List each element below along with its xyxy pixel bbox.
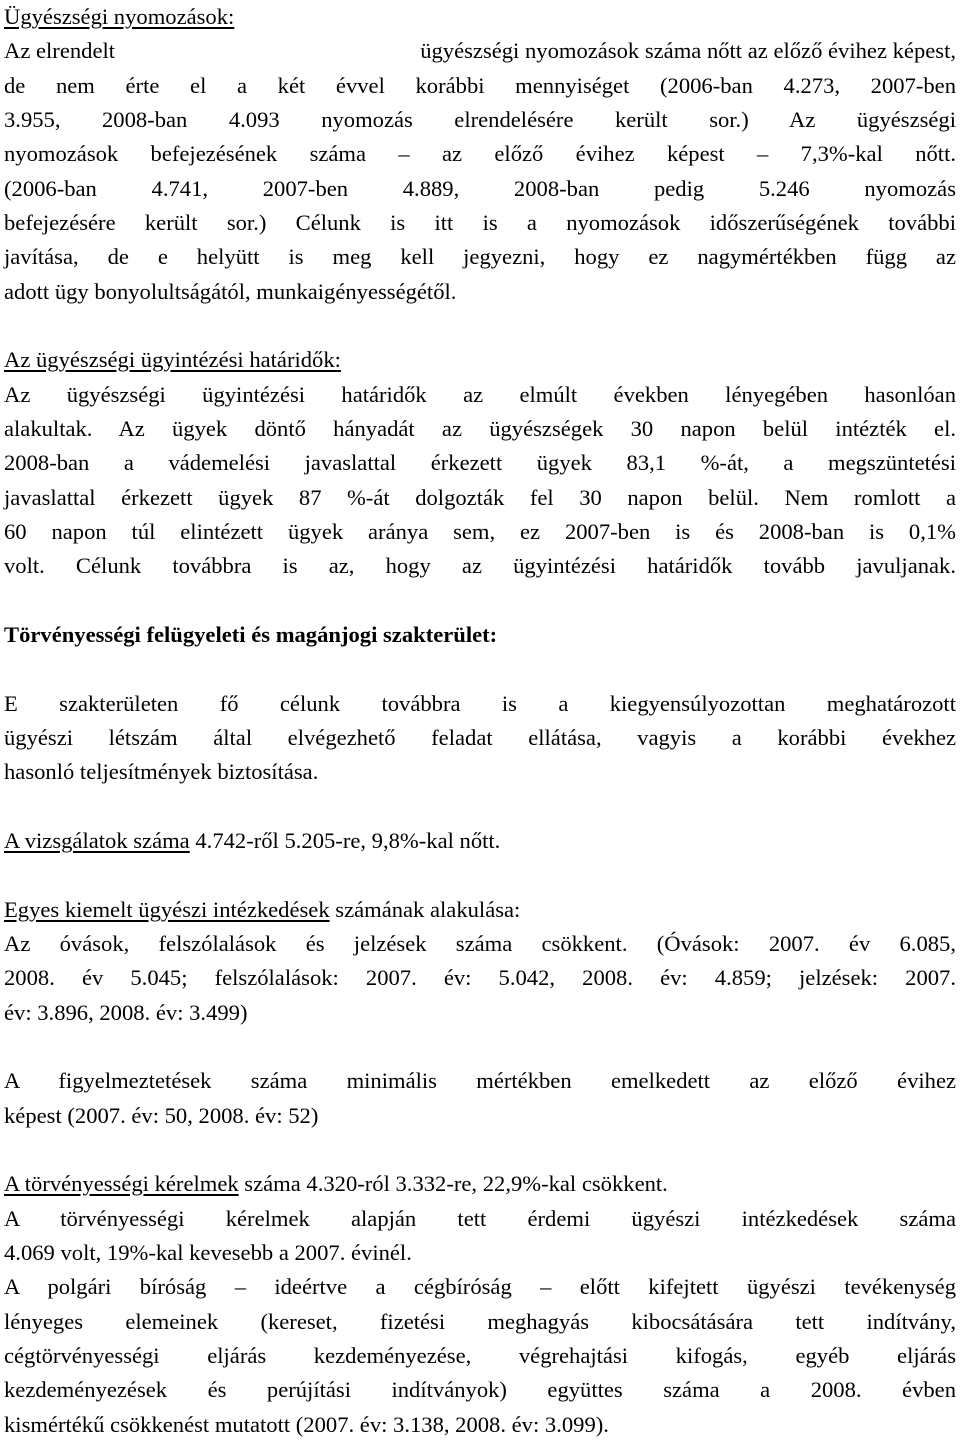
paragraph-line: cégtörvényességi eljárás kezdeményezése, végrehajtási kifogás, egyéb eljárás [4, 1343, 956, 1368]
paragraph-line [4, 1167, 956, 1201]
paragraph-line: Az óvások, felszólalások és jelzések száma csökkent. (Óvások: 2007. év 6.085, [4, 931, 956, 956]
paragraph-line [4, 824, 956, 858]
paragraph-line: 2008-ban a vádemelési javaslattal érkezett ügyek 83,1 %-át, a megszüntetési [4, 450, 956, 475]
paragraph-line: Az ügyészségi ügyintézési határidők az elmúlt években lényegében hasonlóan [4, 382, 956, 407]
paragraph-line: 60 napon túl elintézett ügyek aránya sem, ez 2007-ben is és 2008-ban is 0,1% [4, 519, 956, 544]
paragraph-line: kismértékű csökkenést mutatott (2007. év: 3.138, 2008. év: 3.099). [4, 1412, 609, 1437]
paragraph-line: kezdeményezések és perújítási indítványok) együttes száma a 2008. évben [4, 1377, 956, 1402]
paragraph-line: A figyelmeztetések száma minimális mértékben emelkedett az előző évihez [4, 1068, 956, 1093]
text-fragment: ügyészségi nyomozások száma nőtt az előző évihez képest, [420, 38, 956, 63]
paragraph-line: javítása, de e helyütt is meg kell jegyezni, hogy ez nagymértékben függ az [4, 244, 956, 269]
paragraph-line: 3.955, 2008-ban 4.093 nyomozás elrendelésére került sor.) Az ügyészségi [4, 107, 956, 132]
paragraph-line [4, 893, 956, 927]
paragraph-line: ügyészi létszám által elvégezhető feladat ellátása, vagyis a korábbi évekhez [4, 725, 956, 750]
paragraph-line: befejezésére került sor.) Célunk is itt is a nyomozások időszerűségének további [4, 210, 956, 235]
paragraph-line: adott ügy bonyolultságától, munkaigényességétől. [4, 279, 457, 304]
paragraph-line: év: 3.896, 2008. év: 3.499) [4, 1000, 248, 1025]
paragraph-line [4, 34, 956, 68]
underlined-term: A törvényességi kérelmek [4, 1171, 239, 1196]
heading-prosecutorial-investigations: Ügyészségi nyomozások: [4, 4, 235, 29]
underlined-term: Egyes kiemelt ügyészi intézkedések [4, 897, 330, 922]
paragraph-line: de nem érte el a két évvel korábbi mennyiséget (2006-ban 4.273, 2007-ben [4, 73, 956, 98]
paragraph-line: képest (2007. év: 50, 2008. év: 52) [4, 1103, 319, 1128]
paragraph-line: 2008. év 5.045; felszólalások: 2007. év: 5.042, 2008. év: 4.859; jelzések: 2007. [4, 965, 956, 990]
paragraph-line: A törvényességi kérelmek alapján tett érdemi ügyészi intézkedések száma [4, 1206, 956, 1231]
text-fragment: számának alakulása: [329, 897, 521, 922]
text-fragment: Az elrendelt [4, 38, 116, 63]
text-fragment: száma 4.320-ról 3.332-re, 22,9%-kal csökkent. [238, 1171, 668, 1196]
paragraph-line: hasonló teljesítmények biztosítása. [4, 759, 319, 784]
paragraph-line: 4.069 volt, 19%-kal kevesebb a 2007. évinél. [4, 1240, 412, 1265]
paragraph-line: (2006-ban 4.741, 2007-ben 4.889, 2008-ban pedig 5.246 nyomozás [4, 176, 956, 201]
text-fragment: 4.742-ről 5.205-re, 9,8%-kal nőtt. [189, 828, 501, 853]
paragraph-line: nyomozások befejezésének száma – az előző évihez képest – 7,3%-kal nőtt. [4, 141, 956, 166]
underlined-term: A vizsgálatok száma [4, 828, 190, 853]
paragraph-line: volt. Célunk továbbra is az, hogy az ügyintézési határidők tovább javuljanak. [4, 553, 956, 578]
paragraph-line: javaslattal érkezett ügyek 87 %-át dolgozták fel 30 napon belül. Nem romlott a [4, 485, 956, 510]
paragraph-line: alakultak. Az ügyek döntő hányadát az ügyészségek 30 napon belül intézték el. [4, 416, 956, 441]
paragraph-line: lényeges elemeinek (kereset, fizetési meghagyás kibocsátására tett indítvány, [4, 1309, 956, 1334]
heading-administrative-deadlines: Az ügyészségi ügyintézési határidők: [4, 347, 341, 372]
heading-supervision-civil-law: Törvényességi felügyeleti és magánjogi szakterület: [4, 622, 498, 647]
paragraph-line: A polgári bíróság – ideértve a cégbíróság – előtt kifejtett ügyészi tevékenység [4, 1274, 956, 1299]
paragraph-line: E szakterületen fő célunk továbbra is a kiegyensúlyozottan meghatározott [4, 691, 956, 716]
